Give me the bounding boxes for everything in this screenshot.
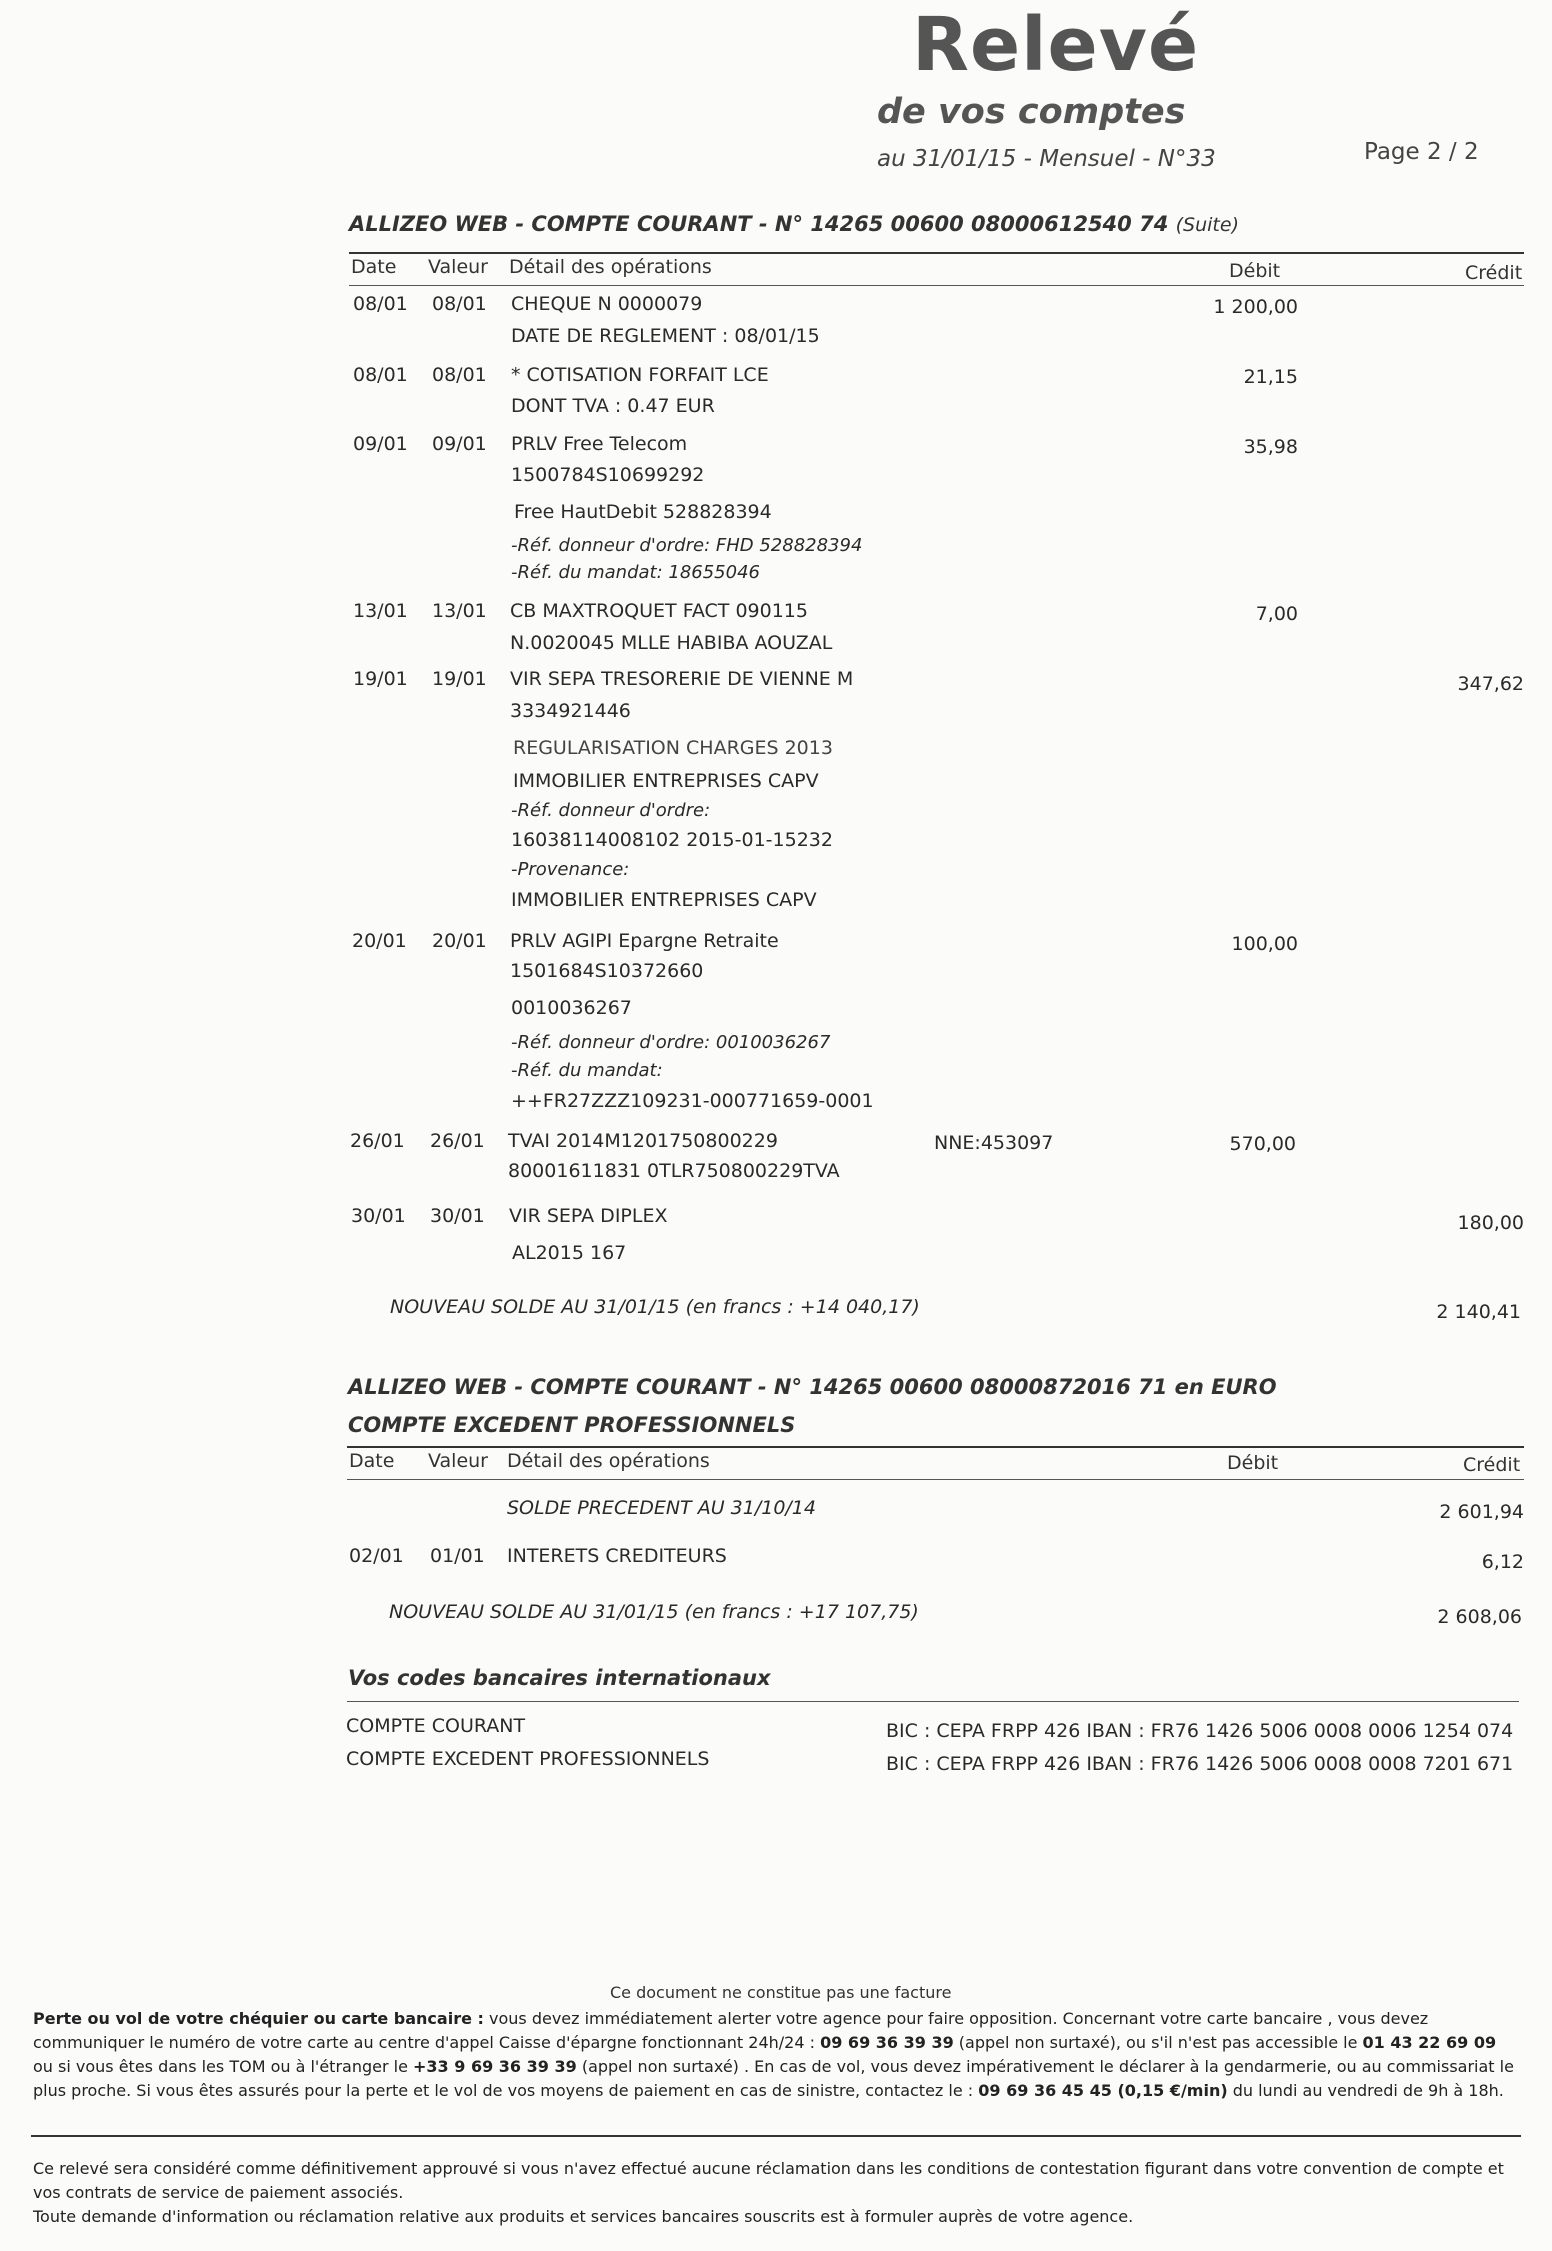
row-date: 13/01 — [353, 600, 408, 622]
row-detail-line: 80001611831 0TLR750800229TVA — [508, 1160, 840, 1182]
row-credit: 6,12 — [1481, 1551, 1524, 1573]
row-credit: 180,00 — [1457, 1212, 1524, 1234]
account2-col-valeur: Valeur — [428, 1450, 488, 1472]
row-debit: 1 200,00 — [1213, 296, 1298, 318]
row-credit: 347,62 — [1457, 673, 1524, 695]
row-debit: 7,00 — [1255, 603, 1298, 625]
account1-title — [349, 212, 1239, 236]
row-detail-line: 0010036267 — [511, 997, 632, 1019]
account1-header-rule-bottom — [349, 285, 1524, 286]
row-valeur: 08/01 — [432, 293, 487, 315]
loss-text: ou si vous êtes dans les TOM ou à l'étranger le — [33, 2057, 414, 2076]
account1-col-valeur: Valeur — [428, 256, 488, 278]
row-detail-extra: NNE:453097 — [934, 1132, 1054, 1154]
codes-value: BIC : CEPA FRPP 426 IBAN : FR76 1426 5006 0008 0006 1254 074 — [886, 1720, 1514, 1742]
statement-subtitle: de vos comptes — [877, 92, 1186, 132]
phone-number: 01 43 22 69 09 — [1362, 2033, 1497, 2052]
row-valeur: 01/01 — [430, 1545, 485, 1567]
loss-text: (appel non surtaxé), ou s'il n'est pas accessible le — [953, 2033, 1363, 2052]
phone-number: 09 69 36 39 39 — [820, 2033, 954, 2052]
account1-col-date: Date — [351, 256, 397, 278]
account2-new-balance-value: 2 608,06 — [1437, 1606, 1522, 1628]
loss-title: Perte ou vol de votre chéquier ou carte bancaire : — [33, 2009, 484, 2028]
approval-notice: Ce relevé sera considéré comme définitivement approuvé si vous n'avez effectué aucune réclamation dans les conditions de contestation figurant dans votre convention de compte et vos contrats de service de paiement associés. — [33, 2159, 1504, 2202]
row-detail-line: IMMOBILIER ENTREPRISES CAPV — [511, 889, 817, 911]
row-detail-line: CHEQUE N 0000079 — [511, 293, 703, 315]
phone-number: 09 69 36 45 45 (0,15 €/min) — [978, 2081, 1228, 2100]
account2-previous-balance-value: 2 601,94 — [1439, 1501, 1524, 1523]
row-detail-line: -Réf. donneur d'ordre: FHD 528828394 — [511, 535, 863, 556]
row-detail-line: PRLV AGIPI Epargne Retraite — [510, 930, 779, 952]
footer-rule — [31, 2135, 1521, 2137]
row-detail-line: 1501684S10372660 — [510, 960, 704, 982]
account1-title-text: ALLIZEO WEB - COMPTE COURANT - N° 14265 00600 08000612540 74 — [349, 212, 1169, 236]
loss-text: (appel non surtaxé) . En cas de vol, vous devez impérativement le déclarer à la gendarmerie, ou au commissariat le plus proche. Si vous êtes assurés pour la perte et le vol de vos moyens de paiement en cas de sinistre, contactez le : — [33, 2057, 1514, 2100]
row-detail-line: AL2015 167 — [512, 1242, 627, 1264]
row-valeur: 09/01 — [432, 433, 487, 455]
row-detail-line: * COTISATION FORFAIT LCE — [511, 364, 769, 386]
account1-new-balance-value: 2 140,41 — [1436, 1301, 1521, 1323]
row-detail-line: ++FR27ZZZ109231-000771659-0001 — [511, 1090, 874, 1112]
row-detail-line: VIR SEPA TRESORERIE DE VIENNE M — [510, 668, 854, 690]
account2-col-date: Date — [349, 1450, 395, 1472]
account2-header-rule-top — [347, 1446, 1524, 1448]
phone-number: +33 9 69 36 39 39 — [413, 2057, 577, 2076]
account2-col-detail: Détail des opérations — [507, 1450, 710, 1472]
account1-new-balance-label: NOUVEAU SOLDE AU 31/01/15 (en francs : +14 040,17) — [390, 1296, 920, 1318]
row-detail-line: -Réf. du mandat: 18655046 — [511, 562, 760, 583]
row-detail-line: IMMOBILIER ENTREPRISES CAPV — [513, 770, 819, 792]
not-invoice-notice: Ce document ne constitue pas une facture — [610, 1983, 952, 2002]
row-debit: 570,00 — [1229, 1133, 1296, 1155]
row-detail-line: Free HautDebit 528828394 — [514, 501, 772, 523]
row-valeur: 20/01 — [432, 930, 487, 952]
row-detail-line: -Réf. donneur d'ordre: 0010036267 — [511, 1032, 831, 1053]
codes-label: COMPTE EXCEDENT PROFESSIONNELS — [346, 1748, 710, 1770]
row-detail-line: CB MAXTROQUET FACT 090115 — [510, 600, 808, 622]
row-detail-line: VIR SEPA DIPLEX — [509, 1205, 668, 1227]
account2-new-balance-label: NOUVEAU SOLDE AU 31/01/15 (en francs : +17 107,75) — [389, 1601, 919, 1623]
row-date: 30/01 — [351, 1205, 406, 1227]
account2-col-credit: Crédit — [1463, 1454, 1521, 1476]
codes-title: Vos codes bancaires internationaux — [348, 1666, 771, 1690]
row-valeur: 08/01 — [432, 364, 487, 386]
row-detail-line: 1500784S10699292 — [511, 464, 705, 486]
row-date: 08/01 — [353, 364, 408, 386]
codes-label: COMPTE COURANT — [346, 1715, 526, 1737]
row-valeur: 26/01 — [430, 1130, 485, 1152]
account2-subtitle: COMPTE EXCEDENT PROFESSIONNELS — [348, 1413, 796, 1437]
codes-value: BIC : CEPA FRPP 426 IBAN : FR76 1426 5006 0008 0008 7201 671 — [886, 1753, 1514, 1775]
account1-col-credit: Crédit — [1465, 262, 1523, 284]
row-valeur: 13/01 — [432, 600, 487, 622]
row-detail-line: -Réf. donneur d'ordre: — [511, 800, 711, 821]
row-valeur: 30/01 — [430, 1205, 485, 1227]
row-detail-line: -Provenance: — [511, 859, 630, 880]
row-detail-line: N.0020045 MLLE HABIBA AOUZAL — [510, 632, 833, 654]
row-detail-line: 16038114008102 2015-01-15232 — [511, 829, 833, 851]
account1-header-rule-top — [349, 252, 1524, 254]
row-date: 26/01 — [350, 1130, 405, 1152]
statement-dateline: au 31/01/15 - Mensuel - N°33 — [877, 146, 1216, 172]
account2-previous-balance-label: SOLDE PRECEDENT AU 31/10/14 — [507, 1497, 816, 1519]
row-date: 08/01 — [353, 293, 408, 315]
row-detail-line: PRLV Free Telecom — [511, 433, 688, 455]
row-detail: INTERETS CREDITEURS — [507, 1545, 727, 1567]
account2-col-debit: Débit — [1227, 1452, 1279, 1474]
row-valeur: 19/01 — [432, 668, 487, 690]
row-detail-line: REGULARISATION CHARGES 2013 — [513, 737, 833, 759]
row-detail-line: DONT TVA : 0.47 EUR — [511, 395, 715, 417]
statement-title: Relevé — [912, 2, 1200, 88]
row-detail-line: TVAI 2014M1201750800229 — [508, 1130, 778, 1152]
account1-col-detail: Détail des opérations — [509, 256, 712, 278]
codes-rule — [347, 1701, 1519, 1702]
row-date: 20/01 — [352, 930, 407, 952]
loss-text: vous devez immédiatement alerter votre agence pour faire opposition. Concernant votre carte bancaire , vous devez communiquer le numéro de votre carte au centre d'appel Caisse d'épargne fonctionnant 24h/24 : — [33, 2009, 1429, 2052]
loss-notice — [33, 2007, 1518, 2103]
row-date: 09/01 — [353, 433, 408, 455]
request-notice: Toute demande d'information ou réclamation relative aux produits et services bancaires souscrits est à formuler auprès de votre agence. — [33, 2207, 1134, 2226]
row-date: 19/01 — [353, 668, 408, 690]
account2-title: ALLIZEO WEB - COMPTE COURANT - N° 14265 00600 08000872016 71 en EURO — [348, 1375, 1277, 1399]
account2-header-rule-bottom — [347, 1479, 1524, 1480]
row-detail-line: 3334921446 — [510, 700, 631, 722]
account1-col-debit: Débit — [1229, 260, 1281, 282]
page-number: Page 2 / 2 — [1364, 139, 1479, 165]
row-debit: 21,15 — [1243, 366, 1298, 388]
row-debit: 35,98 — [1243, 436, 1298, 458]
row-debit: 100,00 — [1231, 933, 1298, 955]
row-detail-line: DATE DE REGLEMENT : 08/01/15 — [511, 325, 820, 347]
row-detail-line: -Réf. du mandat: — [511, 1060, 663, 1081]
account1-suite: (Suite) — [1175, 214, 1239, 236]
row-date: 02/01 — [349, 1545, 404, 1567]
loss-text: du lundi au vendredi de 9h à 18h. — [1227, 2081, 1504, 2100]
